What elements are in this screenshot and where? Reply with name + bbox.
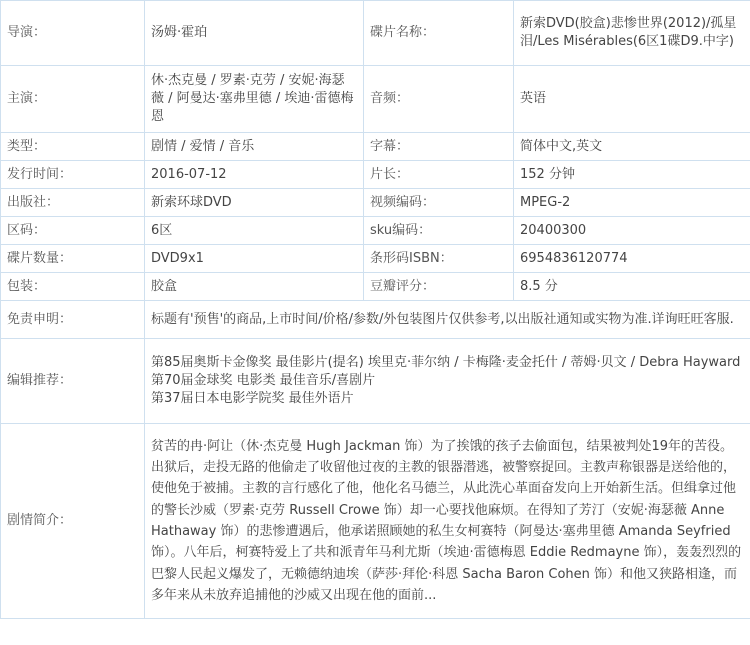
synopsis-label: 剧情简介： (1, 424, 145, 619)
cast-label: 主演： (1, 66, 145, 133)
audio-label: 音频： (364, 66, 514, 133)
row-publisher-video (1, 189, 750, 217)
audio-value: 英语 (514, 66, 750, 133)
barcode-label: 条形码ISBN： (364, 245, 514, 273)
douban-rating-label: 豆瓣评分： (364, 273, 514, 301)
douban-rating-value: 8.5 分 (514, 273, 750, 301)
release-value: 2016-07-12 (145, 161, 364, 189)
director-value: 汤姆·霍珀 (145, 1, 364, 66)
package-value: 胶盒 (145, 273, 364, 301)
row-synopsis (1, 424, 750, 619)
row-disclaimer (1, 301, 750, 339)
sku-value: 20400300 (514, 217, 750, 245)
length-label: 片长： (364, 161, 514, 189)
publisher-value: 新索环球DVD (145, 189, 364, 217)
disc-title-label: 碟片名称： (364, 1, 514, 66)
sku-label: sku编码： (364, 217, 514, 245)
editor-recommend-value (145, 339, 750, 424)
disclaimer-value: 标题有'预售'的商品,上市时间/价格/参数/外包装图片仅供参考,以出版社通知或实物为准.详询旺旺客服. (145, 301, 750, 339)
publisher-label: 出版社： (1, 189, 145, 217)
genre-value: 剧情 / 爱情 / 音乐 (145, 133, 364, 161)
video-codec-value: MPEG-2 (514, 189, 750, 217)
award-line: 第70届金球奖 电影类 最佳音乐/喜剧片 (151, 373, 376, 388)
package-label: 包装： (1, 273, 145, 301)
row-editor-recommend (1, 339, 750, 424)
subtitle-label: 字幕： (364, 133, 514, 161)
director-label: 导演： (1, 1, 145, 66)
barcode-value: 6954836120774 (514, 245, 750, 273)
row-cast-audio (1, 66, 750, 133)
disc-title-value: 新索DVD(胶盒)悲惨世界(2012)/孤星泪/Les Misérables(6区1碟D9.中字) (514, 1, 750, 66)
cast-value: 休·杰克曼 / 罗素·克劳 / 安妮·海瑟薇 / 阿曼达·塞弗里德 / 埃迪·雷德梅恩 (145, 66, 364, 133)
disc-count-label: 碟片数量： (1, 245, 145, 273)
release-label: 发行时间： (1, 161, 145, 189)
region-label: 区码： (1, 217, 145, 245)
row-region-sku (1, 217, 750, 245)
row-genre-subtitle (1, 133, 750, 161)
award-line: 第85届奥斯卡金像奖 最佳影片(提名) 埃里克·菲尔纳 / 卡梅隆·麦金托什 / 蒂姆·贝文 / Debra Hayward (151, 355, 741, 370)
region-value: 6区 (145, 217, 364, 245)
disclaimer-label: 免责申明： (1, 301, 145, 339)
length-value: 152 分钟 (514, 161, 750, 189)
row-release-length (1, 161, 750, 189)
video-codec-label: 视频编码： (364, 189, 514, 217)
editor-recommend-label: 编辑推荐： (1, 339, 145, 424)
award-line: 第37届日本电影学院奖 最佳外语片 (151, 391, 354, 406)
row-director-title (1, 1, 750, 66)
subtitle-value: 简体中文,英文 (514, 133, 750, 161)
row-discs-barcode (1, 245, 750, 273)
row-package-douban (1, 273, 750, 301)
genre-label: 类型： (1, 133, 145, 161)
disc-count-value: DVD9x1 (145, 245, 364, 273)
synopsis-value: 贫苦的冉·阿让（休·杰克曼 Hugh Jackman 饰）为了挨饿的孩子去偷面包，结果被判处19年的苦役。出狱后，走投无路的他偷走了收留他过夜的主教的银器潜逃，被警察捉回。主教声称银器是送给他的，使他免于被捕。主教的言行感化了他，他化名马德兰，从此洗心革面奋发向上开始新生活。但缉拿过他的警长沙威（罗素·克劳 Russell Crowe 饰）却一心要找他麻烦。在得知了芳汀（安妮·海瑟薇 Anne Hathaway 饰）的悲惨遭遇后，他承诺照顾她的私生女柯赛特（阿曼达·塞弗里德 Amanda Seyfried 饰）。八年后，柯赛特爱上了共和派青年马利尤斯（埃迪·雷德梅恩 Eddie Redmayne 饰），轰轰烈烈的巴黎人民起义爆发了，无赖德纳迪埃（萨莎·拜伦·科恩 Sacha Baron Cohen 饰）和他又狭路相逢，而多年来从未放弃追捕他的沙威又出现在他的面前... (145, 424, 750, 619)
